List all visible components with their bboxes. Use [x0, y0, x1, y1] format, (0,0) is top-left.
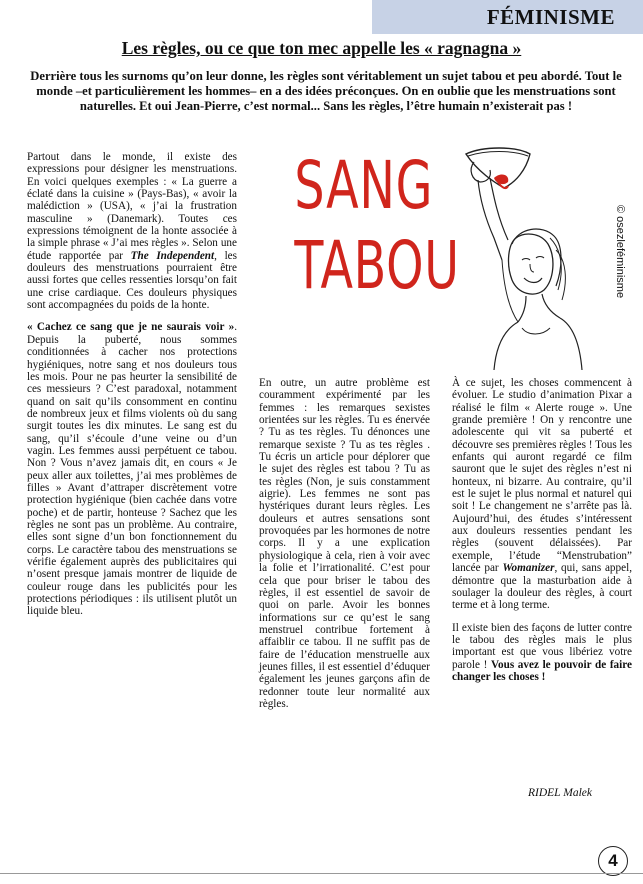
column-1	[27, 151, 237, 628]
quote-lead: « Cachez ce sang que je ne saurais voir »	[27, 321, 235, 334]
section-tag	[372, 0, 643, 34]
bottom-divider	[0, 873, 643, 874]
closing-call: Vous avez le pouvoir de faire changer les choses !	[452, 658, 632, 683]
col1-paragraph-2: « Cachez ce sang que je ne saurais voir ». Depuis la puberté, nous sommes conditionnées à cacher nos protections hygiéniques, notre sang et nos douleurs tous les mois. Pour ne pas heurter la sensibilité de ces messieurs ? C’est paradoxal, notamment quand on sait qu’ils consomment en continu de nombreux jeux et films violents où du sang surgit toutes les dix minutes. Le sang est du sang, qu’il s’écoule d’une veine ou d’un vagin. Les femmes aussi perpétuent ce tabou. Non ? Vous n’avez jamais dit, en cours « Je peux aller aux toilettes, j’ai mes problèmes de filles » Avant d’attraper discrètement votre protection hygiénique (bien cachée dans votre poche) et de partir, honteuse ? Sachez que les règles ne sont pas un problème. Au contraire, elles sont signe d’un bon fonctionnement du corps. Le caractère tabou des menstruations se vérifie également auprès des publicitaires qui n’osent presque jamais montrer de liquide de couleur rouge dans les publicités pour les protections périodiques : ils utilisent plutôt un liquide bleu.	[27, 321, 237, 618]
section-label: FÉMINISME	[486, 4, 615, 29]
brand-name: Womanizer	[502, 562, 555, 575]
col3-paragraph-1: À ce sujet, les choses commencent à évoluer. Le studio d’animation Pixar a réalisé le film « Alerte rouge ». Une grande première ! On y rencontre une adolescente qui vit sa puberté et découvre ses premières règles ! Tous les enfants qui auront regardé ce film sauront que le sujet des règles n’est ni honteux, ni bizarre. Au contraire, qu’il est le sujet le plus normal et naturel qui soit ! Le changement ne s’arrête pas là. Aujourd’hui, des études s’intéressent aux douleurs ressenties pendant les règles (souvent délaissées). Par exemple, l’étude “Menstrubation” lancée par Womanizer, qui, sans appel, démontre que la masturbation aide à soulager la douleur des règles, à court terme et à long terme.	[452, 377, 632, 612]
article-headline: Les règles, ou ce que ton mec appelle les « ragnagna »	[121, 38, 522, 58]
author-signature: RIDEL Malek	[528, 787, 592, 799]
page-number: 4	[598, 846, 628, 876]
sang-tabou-logo	[294, 146, 460, 306]
column-2	[259, 377, 430, 720]
col1-paragraph-1: Partout dans le monde, il existe des expressions pour désigner les menstruations. En voici quelques exemples : « La guerre a éclaté dans la cuisine » (Pays-Bas), « avoir la malédiction » (USA), « j’ai la frustration masculine » (Danemark). Toutes ces expressions témoignent de la honte associée à la simple phrase « J’ai mes règles ». Selon une étude rapportée par The Independent, les douleurs des menstruations pourraient être aussi fortes que celles ressenties lorsqu’on fait une crise cardiaque. Ces douleurs physiques sont accompagnées du poids de la honte.	[27, 151, 238, 312]
article-lead: Derrière tous les surnoms qu’on leur donne, les règles sont véritablement un sujet tabou et peu abordé. Tout le monde –et particulièrement les hommes– en a des idées préconçues. On en oublie que les menstruations sont naturelles. Et oui Jean-Pierre, c’est normal... Sans les règles, l’être humain n’existerait pas !	[30, 69, 622, 113]
logo-line-1: SANG	[294, 147, 434, 224]
source-name: The Independent	[130, 249, 215, 262]
col3-paragraph-2: Il existe bien des façons de lutter contre le tabou des règles mais le plus important est que vous libériez votre parole ! Vous avez le pouvoir de faire changer les choses !	[452, 621, 632, 683]
col2-paragraph-1: En outre, un autre problème est couramment expérimenté par les femmes : les remarques sexistes orientées sur les règles. Tu es énervée ? Tu as tes règles. Tu dénonces une remarque sexiste ? Tu as tes règles . Tu écris un article pour déplorer que le sujet des règles est tabou ? Tu as tes règles (Non, je suis constamment aigrie). Les femmes ne sont pas hystériques durant leurs règles. Les douleurs et autres sensations sont provoquées par les hormones de notre corps. Il y a une explication physiologique à cela, rien à voir avec la folie et l’irrationalité. C’est pour cela que pour briser le tabou des règles, il est essentiel de savoir de quoi on parle. Avoir les bonnes informations sur ce qu’est le sang menstruel contribue fortement à affaiblir ce tabou. Il ne suffit pas de faire de l’éducation menstruelle aux jeunes filles, il est essentiel d’éduquer également les jeunes garçons afin de redonner toute leur normalité aux règles.	[259, 377, 430, 710]
woman-raising-underwear-illustration	[438, 140, 608, 372]
image-credit: © osezleféminisme	[614, 205, 626, 299]
column-3	[452, 377, 632, 693]
logo-line-2: TABOU	[294, 227, 460, 304]
